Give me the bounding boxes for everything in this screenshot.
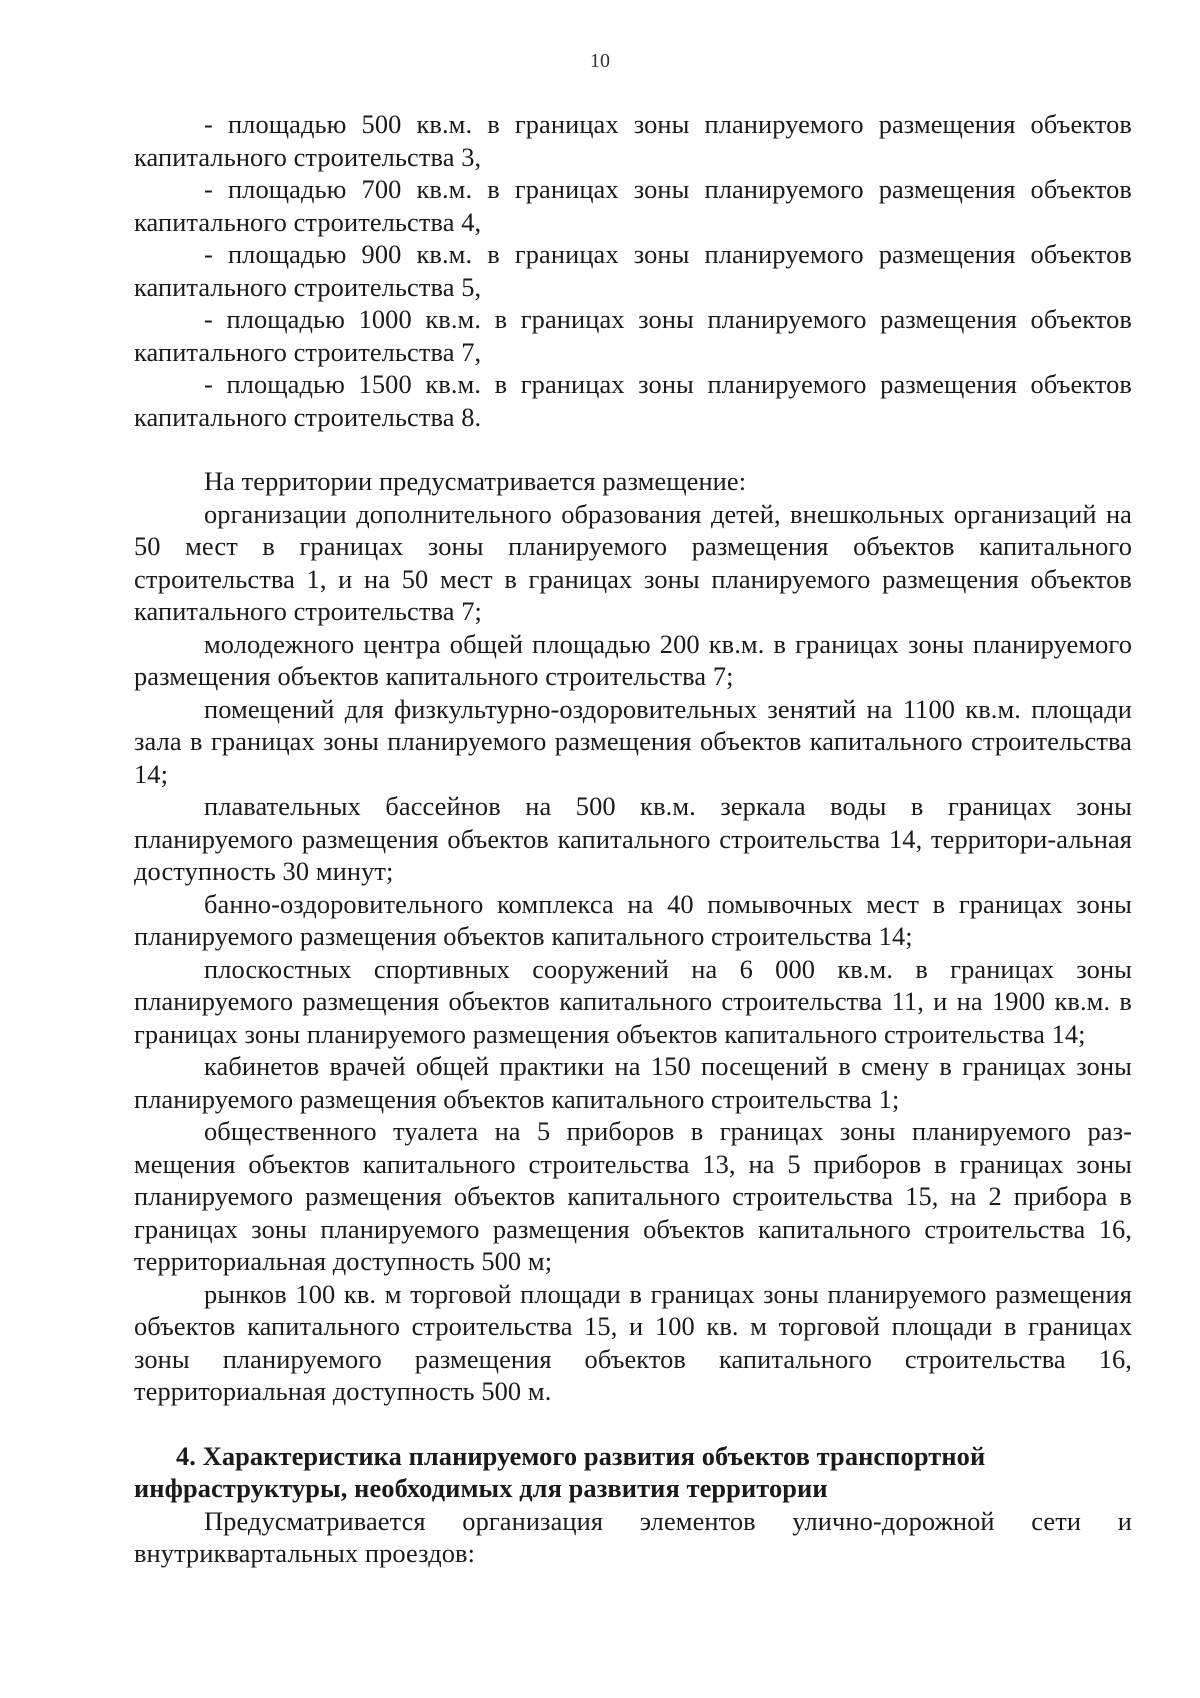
area-item: - площадью 700 кв.м. в границах зоны планируемого размещения объектов капитального строительства 4, — [134, 174, 1132, 237]
placement-item: рынков 100 кв. м торговой площади в границах зоны планируемого размещения объектов капитального строительства 15, и 100 кв. м торговой площади в границах зоны планируемого размещения объектов капитального строительства 16, территориальная доступность 500 м. — [134, 1278, 1132, 1406]
section-paragraph: Предусматривается организация элементов улично-дорожной сети и внутриквартальных проездов: — [134, 1505, 1132, 1568]
section-heading: 4. Характеристика планируемого развития объектов транспортной инфраструктуры, необходимых для развития территории — [134, 1440, 986, 1503]
placement-item: плавательных бассейнов на 500 кв.м. зеркала воды в границах зоны планируемого размещения объектов капитального строительства 14, территори-альная доступность 30 минут; — [134, 791, 1132, 886]
placement-item: помещений для физкультурно-оздоровительных зенятий на 1100 кв.м. площади зала в границах зоны планируемого размещения объектов капитального строительства 14; — [134, 693, 1132, 789]
placement-item: кабинетов врачей общей практики на 150 посещений в смену в границах зоны планируемого размещения объектов капитального строительства 1; — [134, 1051, 1132, 1114]
area-item: - площадью 500 кв.м. в границах зоны планируемого размещения объектов капитального строительства 3, — [134, 109, 1132, 172]
area-item: - площадью 900 кв.м. в границах зоны планируемого размещения объектов капитального строительства 5, — [134, 239, 1132, 302]
document-body — [134, 108, 1132, 1570]
area-item: - площадью 1000 кв.м. в границах зоны планируемого размещения объектов капитального строительства 7, — [134, 304, 1132, 367]
page-number: 10 — [590, 50, 610, 72]
placement-item: молодежного центра общей площадью 200 кв.м. в границах зоны планируемого размещения объектов капитального строительства 7; — [134, 628, 1132, 691]
placement-item: общественного туалета на 5 приборов в границах зоны планируемого раз-мещения объектов капитального строительства 13, на 5 приборов в границах зоны планируемого размещения объектов капитального строительства 15, на 2 прибора в границах зоны планируемого размещения объектов капитального строительства 16, территориальная доступность 500 м; — [134, 1116, 1132, 1276]
placement-intro: На территории предусматривается размещение: — [204, 466, 747, 496]
placement-item: организации дополнительного образования детей, внешкольных организаций на 50 мест в границах зоны планируемого размещения объектов капитального строительства 1, и на 50 мест в границах зоны планируемого размещения объектов капитального строительства 7; — [134, 498, 1132, 626]
placement-item: банно-оздоровительного комплекса на 40 помывочных мест в границах зоны планируемого размещения объектов капитального строительства 14; — [134, 888, 1132, 951]
area-item: - площадью 1500 кв.м. в границах зоны планируемого размещения объектов капитального строительства 8. — [134, 369, 1132, 432]
placement-item: плоскостных спортивных сооружений на 6 000 кв.м. в границах зоны планируемого размещения объектов капитального строительства 11, и на 1900 кв.м. в границах зоны планируемого размещения объектов капитального строительства 14; — [134, 953, 1132, 1049]
